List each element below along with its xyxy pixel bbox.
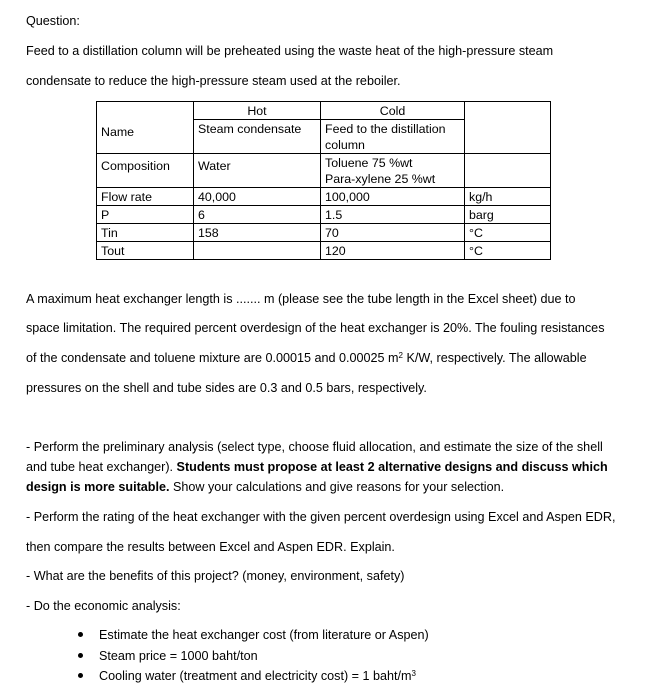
task-1-text: - Perform the preliminary analysis (select type, choose fluid allocation, and estimate the size of the shell and tube heat exchanger).: [26, 440, 603, 474]
task-economic-analysis: - Do the economic analysis:: [26, 599, 181, 613]
cold-flow-rate: 100,000: [321, 188, 465, 206]
list-item: [78, 648, 429, 669]
row-label-name: Name: [97, 120, 194, 154]
intro-line-1: Feed to a distillation column will be preheated using the waste heat of the high-pressure steam: [26, 44, 554, 58]
unit-tout: °C: [465, 242, 551, 260]
constraints-line-2: space limitation. The required percent overdesign of the heat exchanger is 20%. The fouling resistances: [26, 321, 605, 335]
unit-name: [465, 120, 551, 154]
bullet-cooling-water: Cooling water (treatment and electricity cost) = 1 baht/m: [99, 669, 412, 683]
unit-composition: [465, 154, 551, 188]
bullet-cost-estimate: Estimate the heat exchanger cost (from literature or Aspen): [99, 628, 429, 642]
task-benefits: - What are the benefits of this project? (money, environment, safety): [26, 569, 405, 583]
task-1-tail: Show your calculations and give reasons for your selection.: [169, 480, 505, 494]
unit-pressure: barg: [465, 206, 551, 224]
cold-composition-line-2: Para-xylene 25 %wt: [325, 172, 436, 186]
economic-bullet-list: [78, 627, 429, 689]
row-label-pressure: P: [97, 206, 194, 224]
cold-tout: 120: [321, 242, 465, 260]
stream-data-table: [96, 101, 551, 260]
hot-flow-rate: 40,000: [194, 188, 321, 206]
hot-header: Hot: [194, 102, 321, 120]
bullet-dot-icon: [78, 653, 83, 658]
task-rating-line-1: - Perform the rating of the heat exchanger with the given percent overdesign using Excel and Aspen EDR,: [26, 510, 616, 524]
row-label-tout: Tout: [97, 242, 194, 260]
row-label-flow-rate: Flow rate: [97, 188, 194, 206]
bullet-steam-price: Steam price = 1000 baht/ton: [99, 648, 258, 663]
constraints-line-3: [26, 350, 587, 366]
cold-name-line-2: column: [325, 138, 365, 152]
hot-tout: [194, 242, 321, 260]
question-heading: Question:: [26, 14, 80, 28]
cold-pressure: 1.5: [321, 206, 465, 224]
table-header-row: [97, 102, 551, 120]
superscript-2: 2: [398, 351, 403, 360]
table-corner-cell: [97, 102, 194, 120]
cold-composition: [321, 154, 465, 188]
task-1-bold-requirement: Students must propose at least 2 alternative designs and discuss which design is more suitable.: [26, 460, 608, 494]
bullet-dot-icon: [78, 632, 83, 637]
constraints-line-1: A maximum heat exchanger length is ....... m (please see the tube length in the Excel sheet) due to: [26, 292, 576, 306]
row-label-tin: Tin: [97, 224, 194, 242]
task-preliminary-analysis: [26, 437, 626, 497]
table-row: [97, 206, 551, 224]
cold-name-line-1: Feed to the distillation: [325, 122, 446, 136]
unit-flow-rate: kg/h: [465, 188, 551, 206]
bullet-dot-icon: [78, 673, 83, 678]
superscript-3: 3: [411, 669, 416, 678]
cold-composition-line-1: Toluene 75 %wt: [325, 156, 413, 170]
hot-tin: 158: [194, 224, 321, 242]
list-item: [78, 627, 429, 648]
table-row: [97, 120, 551, 154]
table-row: [97, 154, 551, 188]
constraints-line-3-tail: K/W, respectively. The allowable: [402, 351, 587, 365]
cold-name: [321, 120, 465, 154]
table-row: [97, 224, 551, 242]
row-label-composition: Composition: [97, 154, 194, 188]
task-rating-line-2: then compare the results between Excel and Aspen EDR. Explain.: [26, 540, 395, 554]
intro-line-2: condensate to reduce the high-pressure steam used at the reboiler.: [26, 74, 401, 88]
table-row: [97, 188, 551, 206]
table-row: [97, 242, 551, 260]
cold-tin: 70: [321, 224, 465, 242]
unit-tin: °C: [465, 224, 551, 242]
list-item: [78, 668, 429, 689]
constraints-line-4: pressures on the shell and tube sides are 0.3 and 0.5 bars, respectively.: [26, 381, 427, 395]
cold-header: Cold: [321, 102, 465, 120]
unit-header-cell: [465, 102, 551, 120]
hot-name: Steam condensate: [194, 120, 321, 154]
hot-composition: Water: [194, 154, 321, 188]
hot-pressure: 6: [194, 206, 321, 224]
constraints-line-3-text: of the condensate and toluene mixture are 0.00015 and 0.00025 m: [26, 351, 399, 365]
